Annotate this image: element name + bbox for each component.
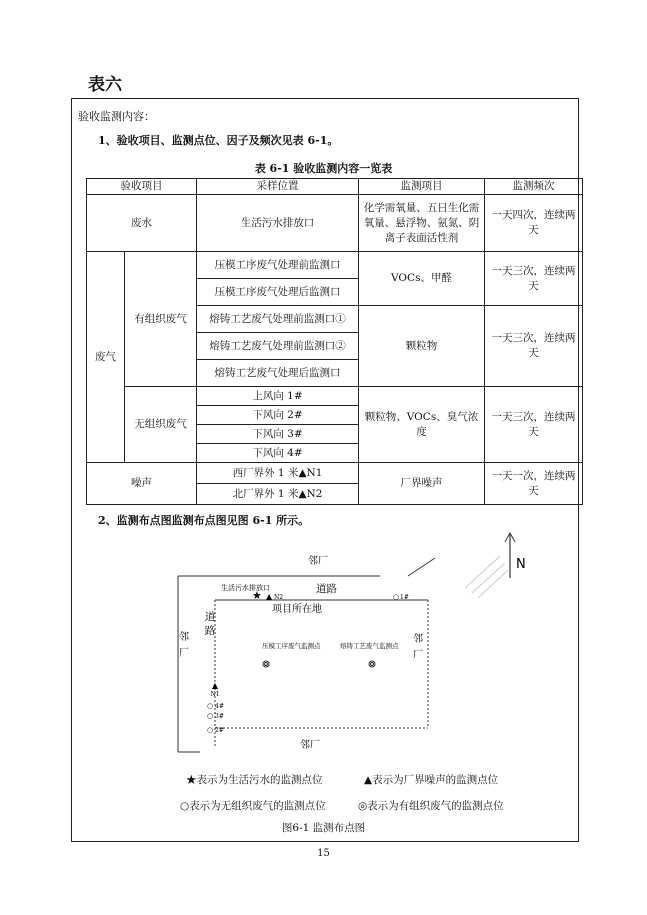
item-1-text: 1、验收项目、监测点位、因子及频次见表 6-1。 xyxy=(98,134,339,147)
items-cell: VOCs、甲醛 xyxy=(359,252,485,306)
p2-circle-icon: ○ xyxy=(207,726,214,734)
location-cell: 下风向 2# xyxy=(197,406,359,425)
p2-label: 2# xyxy=(215,727,224,734)
location-cell: 压模工序废气处理后监测口 xyxy=(197,279,359,306)
items-cell: 颗粒物、VOCs、臭气浓度 xyxy=(359,387,485,463)
section-title: 表六 xyxy=(88,75,122,95)
category-cell: 噪声 xyxy=(87,463,197,505)
p1-label: 1# xyxy=(400,594,409,601)
header-cell: 监测项目 xyxy=(359,179,485,195)
items-cell: 化学需氧量、五日生化需氧量、悬浮物、氨氮、阴离子表面活性剂 xyxy=(359,195,485,252)
header-cell: 验收项目 xyxy=(87,179,197,195)
category-cell: 废气 xyxy=(87,252,125,463)
road-left-label-char: 路 xyxy=(204,625,216,637)
neighbor-left-char: 邻 xyxy=(179,632,189,643)
subcategory-cell: 无组织废气 xyxy=(125,387,197,463)
press-point-label: 压模工序废气监测点 xyxy=(262,642,321,650)
category-cell: 废水 xyxy=(87,195,197,252)
location-cell: 下风向 4# xyxy=(197,444,359,463)
monitoring-table xyxy=(86,178,583,505)
neighbor-left-char: 厂 xyxy=(179,648,189,659)
outer-line-diagonal xyxy=(408,558,435,576)
location-cell: 熔铸工艺废气处理前监测口① xyxy=(197,306,359,333)
legend-star: ★表示为生活污水的监测点位 xyxy=(186,774,323,786)
legend-double-circle: ◎表示为有组织废气的监测点位 xyxy=(358,800,504,812)
road-top-label: 道路 xyxy=(316,583,337,595)
location-cell: 西厂界外 1 米▲N1 xyxy=(197,463,359,484)
circle-icon: ○ xyxy=(393,593,400,601)
figure-caption: 图6-1 监测布点图 xyxy=(281,822,366,834)
frequency-cell: 一天一次，连续两天 xyxy=(485,463,583,505)
items-cell: 颗粒物 xyxy=(359,306,485,387)
header-cell: 监测频次 xyxy=(485,179,583,195)
cast-point-inner-circle xyxy=(371,663,374,666)
table-header-row xyxy=(87,179,583,195)
north-label: N xyxy=(516,557,526,572)
road-left-label-char: 道 xyxy=(204,611,216,623)
table-row xyxy=(87,387,583,406)
items-cell: 厂界噪声 xyxy=(359,463,485,505)
cast-point-double-circle-icon xyxy=(369,661,375,667)
frequency-cell: 一天四次，连续两天 xyxy=(485,195,583,252)
location-cell: 上风向 1# xyxy=(197,387,359,406)
table-row xyxy=(87,252,583,279)
p4-circle-icon: ○ xyxy=(207,702,214,710)
p3-label: 3# xyxy=(215,713,224,720)
location-cell: 生活污水排放口 xyxy=(197,195,359,252)
legend-circle: ○表示为无组织废气的监测点位 xyxy=(180,800,326,812)
p4-label: 4# xyxy=(215,703,224,710)
subcategory-cell: 有组织废气 xyxy=(125,252,197,387)
cast-point-label: 熔铸工艺废气监测点 xyxy=(340,642,399,650)
press-point-inner-circle xyxy=(265,663,268,666)
n1-triangle-icon: ▲ xyxy=(211,681,219,690)
table-caption: 表 6-1 验收监测内容一览表 xyxy=(254,162,393,175)
neighbor-right-char: 邻 xyxy=(413,634,423,645)
sewage-outlet-label: 生活污水排放口 xyxy=(221,584,270,592)
location-cell: 熔铸工艺废气处理前监测口② xyxy=(197,333,359,360)
neighbor-top-label: 邻厂 xyxy=(308,556,328,567)
hatch-marks xyxy=(465,556,508,598)
location-cell: 下风向 3# xyxy=(197,425,359,444)
n2-label: N2 xyxy=(274,594,284,601)
neighbor-bottom-label: 邻厂 xyxy=(300,740,320,751)
frequency-cell: 一天三次，连续两天 xyxy=(485,252,583,306)
press-point-double-circle-icon xyxy=(263,661,269,667)
location-cell: 压模工序废气处理前监测口 xyxy=(197,252,359,279)
intro-label: 验收监测内容： xyxy=(78,110,155,123)
site-label: 项目所在地 xyxy=(272,604,322,615)
table-row xyxy=(87,195,583,252)
location-cell: 北厂界外 1 米▲N2 xyxy=(197,484,359,505)
page-number: 15 xyxy=(317,848,330,859)
n1-label: N1 xyxy=(210,691,220,698)
location-cell: 熔铸工艺废气处理后监测口 xyxy=(197,360,359,387)
p3-circle-icon: ○ xyxy=(207,712,214,720)
monitoring-layout-diagram xyxy=(160,528,540,768)
table-row xyxy=(87,463,583,484)
sewage-star-icon: ★ xyxy=(252,589,262,602)
noise-triangle-icon: ▲ xyxy=(266,592,273,601)
neighbor-right-char: 厂 xyxy=(413,650,423,661)
item-2-text: 2、监测布点图监测布点图见图 6-1 所示。 xyxy=(98,514,310,527)
frequency-cell: 一天三次，连续两天 xyxy=(485,387,583,463)
legend-triangle: ▲表示为厂界噪声的监测点位 xyxy=(364,774,499,786)
header-cell: 采样位置 xyxy=(197,179,359,195)
frequency-cell: 一天三次，连续两天 xyxy=(485,306,583,387)
